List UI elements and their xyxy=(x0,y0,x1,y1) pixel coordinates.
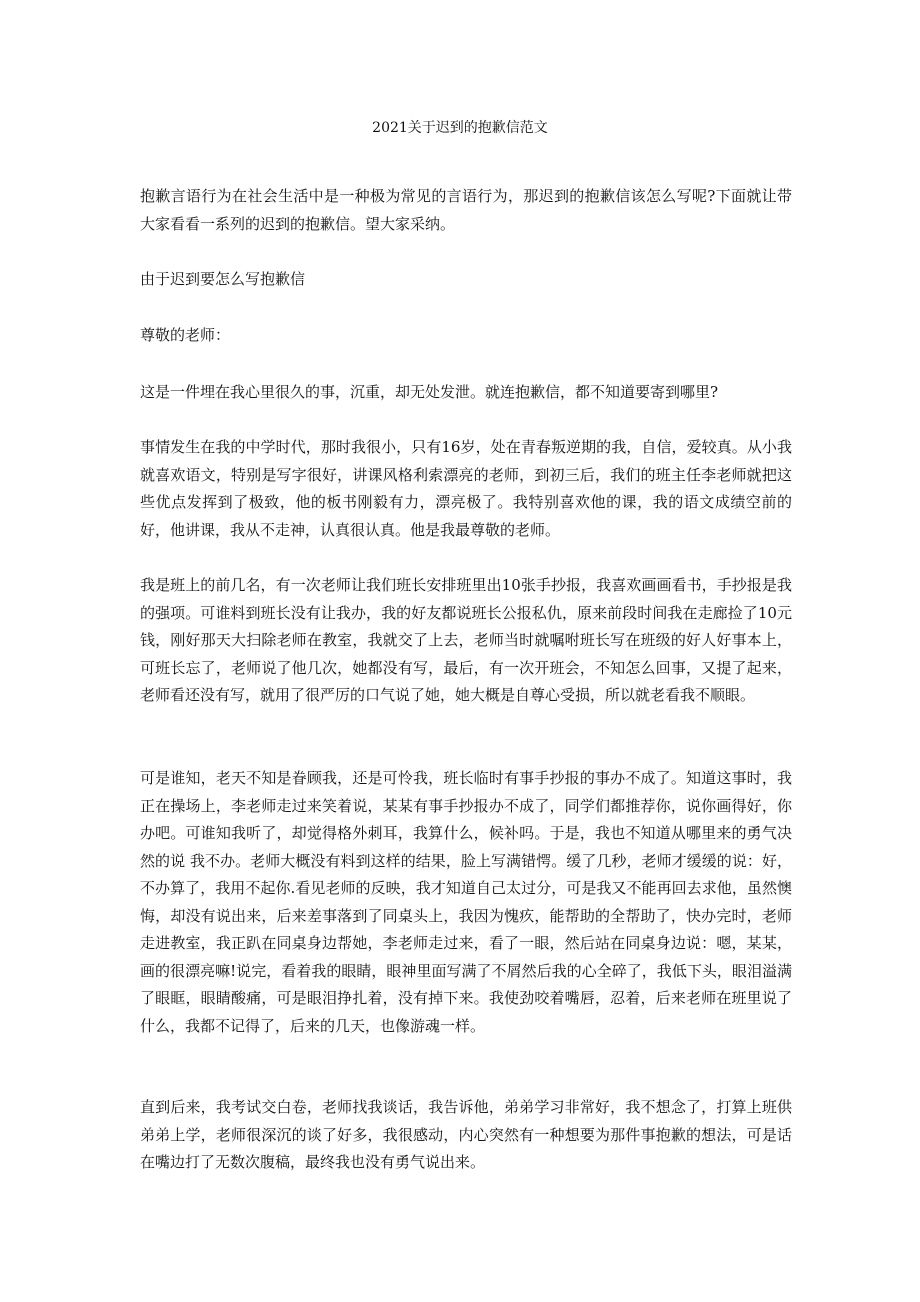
intro-paragraph: 抱歉言语行为在社会生活中是一种极为常见的言语行为，那迟到的抱歉信该怎么写呢?下面就让带大家看看一系列的迟到的抱歉信。望大家采纳。 xyxy=(140,187,792,233)
letter-paragraph: 这是一件埋在我心里很久的事，沉重，却无处发泄。就连抱歉信，都不知道要寄到哪里? xyxy=(140,383,719,401)
letter-paragraph: 可是谁知，老天不知是眷顾我，还是可怜我，班长临时有事手抄报的事办不成了。知道这事时，我正在操场上，李老师走过来笑着说，某某有事手抄报办不成了，同学们都推荐你，说你画得好，你办吧。可谁知我听了，却觉得格外刺耳，我算什么，候补吗。于是，我也不知道从哪里来的勇气决然的说 我不办。老师大概没有料到这样的结果，脸上写满错愕。缓了几秒，老师才缓缓的说：好，不办算了，我用不起你.看见老师的反映，我才知道自己太过分，可是我又不能再回去求他，虽然懊悔，却没有说出来，后来差事落到了同桌头上，我因为愧疚，能帮助的全帮助了，快办完时，老师走进教室，我正趴在同桌身边帮她，李老师走过来，看了一眼，然后站在同桌身边说：嗯，某某，画的很漂亮嘛!说完，看着我的眼睛，眼神里面写满了不屑然后我的心全碎了，我低下头，眼泪溢满了眼眶，眼睛酸痛，可是眼泪挣扎着，没有掉下来。我使劲咬着嘴唇，忍着，后来老师在班里说了什么，我都不记得了，后来的几天，也像游魂一样。 xyxy=(140,769,792,1035)
document-title: 2021关于迟到的抱歉信范文 xyxy=(372,120,548,136)
letter-paragraph: 事情发生在我的中学时代，那时我很小，只有16岁，处在青春叛逆期的我，自信，爱较真。从小我就喜欢语文，特别是写字很好，讲课风格利索漂亮的老师，到初三后，我们的班主任李老师就把这些优点发挥到了极致，他的板书刚毅有力，漂亮极了。我特别喜欢他的课，我的语文成绩空前的好，他讲课，我从不走神，认真很认真。他是我最尊敬的老师。 xyxy=(140,438,792,539)
letter-salutation: 尊敬的老师： xyxy=(140,326,231,344)
letter-paragraph: 直到后来，我考试交白卷，老师找我谈话，我告诉他，弟弟学习非常好，我不想念了，打算上班供弟弟上学，老师很深沉的谈了好多，我很感动，内心突然有一种想要为那件事抱歉的想法，可是话在嘴边打了无数次腹稿，最终我也没有勇气说出来。 xyxy=(140,1098,792,1171)
section-heading: 由于迟到要怎么写抱歉信 xyxy=(140,270,306,288)
letter-paragraph: 我是班上的前几名，有一次老师让我们班长安排班里出10张手抄报，我喜欢画画看书，手抄报是我的强项。可谁料到班长没有让我办，我的好友都说班长公报私仇，原来前段时间我在走廊捡了10元钱，刚好那天大扫除老师在教室，我就交了上去，老师当时就嘱咐班长写在班级的好人好事本上，可班长忘了，老师说了他几次，她都没有写，最后，有一次开班会，不知怎么回事，又提了起来，老师看还没有写，就用了很严厉的口气说了她，她大概是自尊心受损，所以就老看我不顺眼。 xyxy=(140,576,792,704)
